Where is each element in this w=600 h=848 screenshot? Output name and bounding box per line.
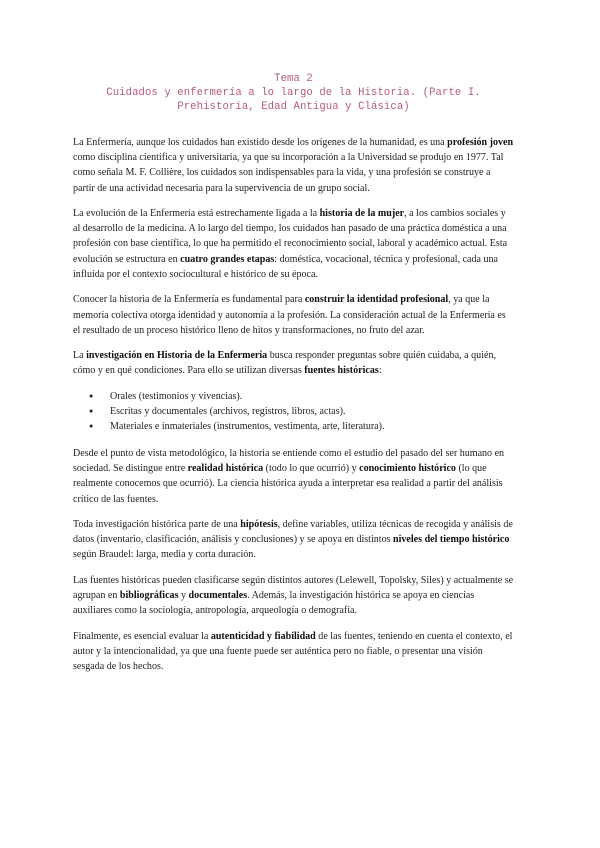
bold-term: investigación en Historia de la Enfermería [86, 350, 268, 362]
text-run: . Además, la investigación histórica se apoya en ciencias auxiliares como la sociología, antropología, arqueología o demografía. [73, 590, 475, 617]
text-run: según Braudel: larga, media y corta duración. [73, 549, 256, 561]
paragraph-evolution [73, 206, 514, 282]
paragraph-identity [73, 292, 514, 338]
text-run: La evolución de la Enfermería está estrechamente ligada a la [73, 207, 320, 219]
document-title [73, 72, 514, 115]
bold-term: construir la identidad profesional [304, 294, 449, 306]
bold-term: autenticidad y fiabilidad [210, 630, 316, 642]
text-run: Toda investigación histórica parte de una [73, 518, 241, 530]
text-run: (todo lo que ocurrió) y [263, 462, 360, 474]
text-run: Finalmente, es esencial evaluar la [73, 630, 211, 642]
text-run: : doméstica, vocacional, técnica y profesional, cada una influida por el contexto sociocultural e histórico de su época. [73, 253, 499, 280]
bold-term: profesión joven [447, 136, 514, 148]
paragraph-research [73, 348, 514, 379]
text-run: Las fuentes históricas pueden clasificarse según distintos autores (Lelewell, Topolsky, Siles) y actualmente se agrupan en [73, 574, 514, 602]
text-run: (lo que realmente conocemos que ocurrió). La ciencia histórica ayuda a interpretar esa realidad a partir del análisis crítico de las fuentes. [73, 462, 503, 505]
bold-term: historia de la mujer [319, 207, 405, 219]
bold-term: conocimiento histórico [359, 462, 456, 474]
text-run: : [378, 365, 382, 377]
paragraph-methodology [73, 446, 514, 507]
text-run: Conocer la historia de la Enfermería es fundamental para [73, 294, 305, 306]
text-run: busca responder preguntas sobre quién cuidaba, a quién, cómo y en qué condiciones. Para ello se utilizan diversas [73, 350, 496, 377]
text-run: , a los cambios sociales y al desarrollo de la medicina. A lo largo del tiempo, los cuidados han pasado de una práctica doméstica a una profesión con base científica, lo que ha permitido el reconocimiento social, laboral y académico actual. Esta evolución se estructura en [73, 207, 508, 265]
text-run: , define variables, utiliza técnicas de recogida y análisis de datos (inventario, clasificación, análisis y conclusiones) y se apoya en distintos [73, 518, 513, 546]
paragraph-classification [73, 573, 514, 619]
bold-term: fuentes históricas [304, 365, 379, 377]
text-run: La Enfermería, aunque los cuidados han existido desde los orígenes de la humanidad, es una [73, 136, 448, 148]
paragraph-evaluation [73, 629, 514, 675]
title-topic: Tema 2 [274, 73, 313, 85]
text-run: como disciplina científica y universitaria, ya que su incorporación a la Universidad se produjo en 1977. Tal como señala M. F. Collière, los cuidados son indispensables para la vida, y una profesión se construye a partir de una actividad necesaria para la supervivencia de un grupo social. [73, 151, 504, 194]
bold-term: bibliográficas [119, 590, 179, 602]
list-item: ● Materiales e inmateriales (instrumentos, vestimenta, arte, literatura). [73, 419, 514, 434]
text-run: , ya que la memoria colectiva otorga identidad y autonomía a la profesión. La consideración actual de la Enfermería es el resultado de un proceso histórico lleno de hitos y transformaciones, no fruto del azar. [73, 294, 506, 336]
text-run: y [178, 590, 189, 602]
sources-list [73, 389, 514, 435]
bold-term: niveles del tiempo histórico [393, 534, 510, 546]
text-run: Desde el punto de vista metodológico, la historia se entiende como el estudio del pasado del ser humano en sociedad. Se distingue entre [73, 447, 505, 474]
bold-term: cuatro grandes etapas [180, 253, 275, 265]
bold-term: documentales [188, 590, 248, 602]
title-line-2: Cuidados y enfermería a lo largo de la Historia. (Parte I. [106, 87, 481, 100]
paragraph-intro [73, 135, 514, 196]
paragraph-hypothesis [73, 517, 514, 563]
text-run: La [73, 350, 87, 362]
text-run: de las fuentes, teniendo en cuenta el contexto, el autor y la intencionalidad, ya que una fuente puede ser auténtica pero no fiable, o presentar una visión sesgada de los hechos. [73, 630, 513, 673]
title-line-3: Prehistoria, Edad Antigua y Clásica) [177, 101, 410, 114]
list-item: ● Escritas y documentales (archivos, registros, libros, actas). [73, 404, 514, 419]
bold-term: realidad histórica [187, 462, 264, 474]
bold-term: hipótesis [240, 518, 278, 530]
list-item: ● Orales (testimonios y vivencias). [73, 389, 514, 404]
